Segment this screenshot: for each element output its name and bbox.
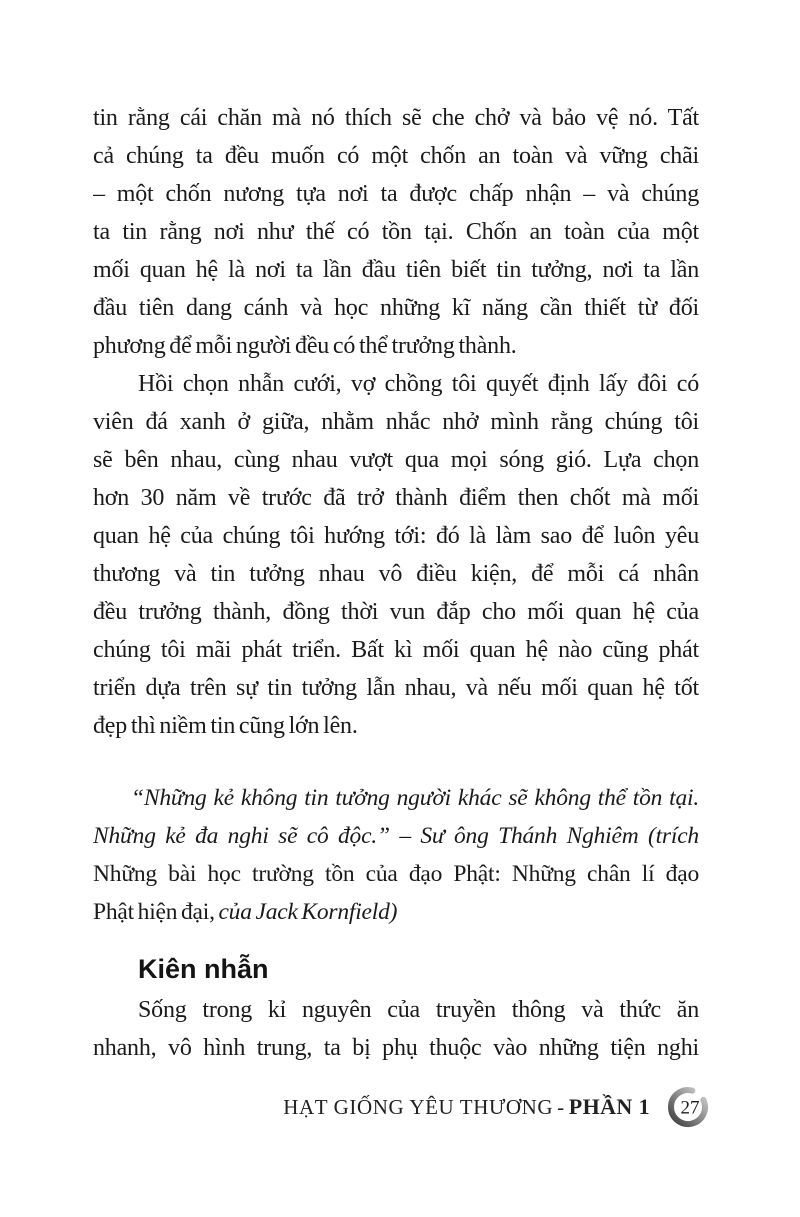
text-line: chúng tôi mãi phát triển. Bất kì mối quan hệ nào cũng phát <box>93 637 699 663</box>
text-line: nhanh, vô hình trung, ta bị phụ thuộc vào những tiện nghi <box>93 1035 699 1061</box>
text-line: cả chúng ta đều muốn có một chốn an toàn và vững chãi <box>93 143 699 169</box>
spacer <box>93 931 699 947</box>
paragraph-2 <box>93 365 699 745</box>
quote-source-regular: Phật hiện đại, <box>93 899 219 925</box>
quote-line: Những bài học trường tồn của đạo Phật: Những chân lí đạo <box>93 861 699 887</box>
text-line: thương và tin tưởng nhau vô điều kiện, để mỗi cá nhân <box>93 561 699 587</box>
text-line: – một chốn nương tựa nơi ta được chấp nhận – và chúng <box>93 181 699 207</box>
page-footer <box>0 1083 712 1131</box>
running-footer <box>283 1094 650 1120</box>
quotation-block <box>93 779 699 931</box>
quote-line: Những kẻ đa nghi sẽ cô độc.” – Sư ông Thánh Nghiêm (trích <box>93 823 699 849</box>
text-line: đầu tiên dang cánh và học những kĩ năng cần thiết từ đối <box>93 295 699 321</box>
quote-line <box>93 893 699 931</box>
text-line: mối quan hệ là nơi ta lần đầu tiên biết tin tưởng, nơi ta lần <box>93 257 699 283</box>
footer-separator: - <box>557 1095 565 1119</box>
paragraph-3 <box>93 991 699 1067</box>
quote-line: “Những kẻ không tin tưởng người khác sẽ không thể tồn tại. <box>131 785 699 811</box>
paragraph-1 <box>93 99 699 365</box>
text-line: đều trưởng thành, đồng thời vun đắp cho mối quan hệ của <box>93 599 699 625</box>
text-line: Sống trong kỉ nguyên của truyền thông và thức ăn <box>138 997 699 1023</box>
text-line: viên đá xanh ở giữa, nhằm nhắc nhở mình rằng chúng tôi <box>93 409 699 435</box>
text-line: quan hệ của chúng tôi hướng tới: đó là làm sao để luôn yêu <box>93 523 699 549</box>
page-number: 27 <box>680 1097 700 1119</box>
text-line: ta tin rằng nơi như thế có tồn tại. Chốn an toàn của một <box>93 219 699 245</box>
text-line: sẽ bên nhau, cùng nhau vượt qua mọi sóng gió. Lựa chọn <box>93 447 699 473</box>
part-label: PHẦN 1 <box>568 1094 650 1119</box>
text-line: tin rằng cái chăn mà nó thích sẽ che chở và bảo vệ nó. Tất <box>93 105 699 131</box>
text-line: Hồi chọn nhẫn cưới, vợ chồng tôi quyết định lấy đôi có <box>138 371 699 397</box>
enso-circle-icon <box>664 1083 712 1131</box>
text-line: hơn 30 năm về trước đã trở thành điểm then chốt mà mối <box>93 485 699 511</box>
quote-source-italic: của Jack Kornfield) <box>218 899 398 925</box>
text-line: đẹp thì niềm tin cũng lớn lên. <box>93 713 358 739</box>
text-line: triển dựa trên sự tin tưởng lẫn nhau, và nếu mối quan hệ tốt <box>93 675 699 701</box>
section-heading: Kiên nhẫn <box>138 954 269 984</box>
text-line: phương để mỗi người đều có thể trưởng thành. <box>93 333 517 359</box>
book-title: HẠT GIỐNG YÊU THƯƠNG <box>283 1095 554 1119</box>
spacer <box>93 745 699 779</box>
